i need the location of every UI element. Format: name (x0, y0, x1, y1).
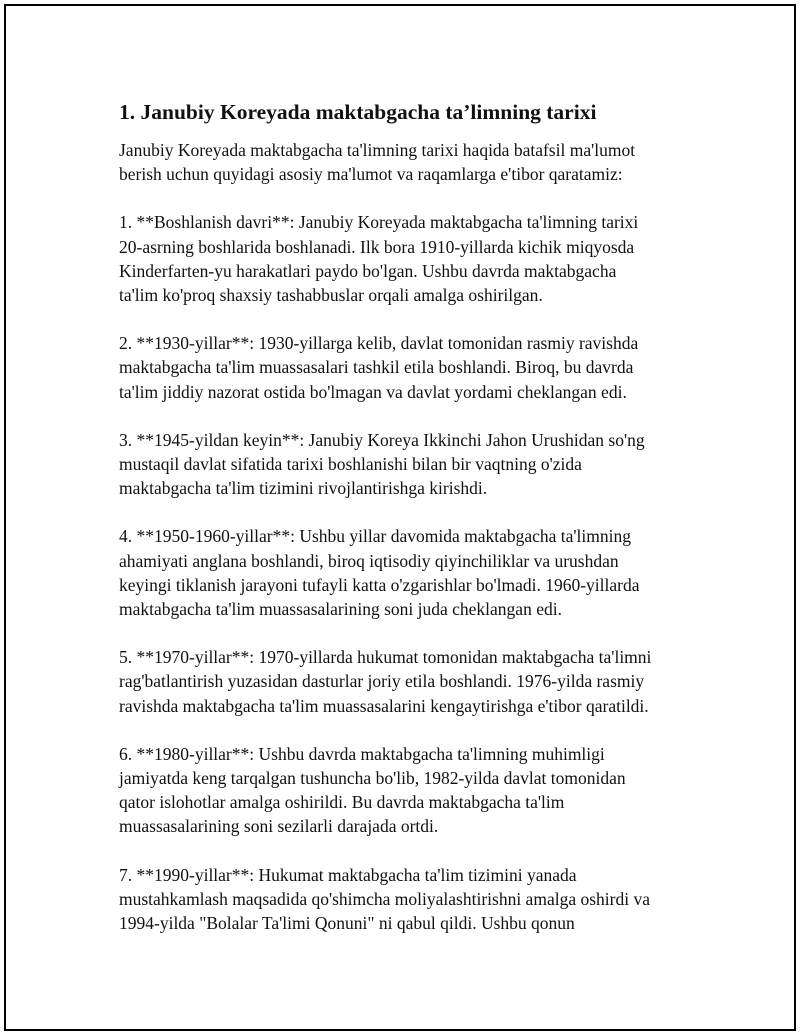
paragraph-line: mustahkamlash maqsadida qo'shimcha moliyalashtirishni amalga oshirdi va (119, 888, 650, 909)
document-body (119, 98, 689, 959)
paragraph-line: 7. **1990-yillar**: Hukumat maktabgacha ta'lim tizimini yanada (119, 864, 577, 885)
paragraph-line: ravishda maktabgacha ta'lim muassasalarini kengaytirishga e'tibor qaratildi. (119, 695, 649, 716)
paragraph-line: 2. **1930-yillar**: 1930-yillarga kelib, davlat tomonidan rasmiy ravishda (119, 333, 639, 354)
paragraph-line: maktabgacha ta'lim muassasalarining soni juda cheklangan edi. (119, 599, 562, 620)
paragraph-item-1 (119, 210, 689, 307)
paragraph-line: 20-asrning boshlarida boshlanadi. Ilk bora 1910-yillarda kichik miqyosda (119, 236, 635, 257)
paragraph-item-5 (119, 645, 689, 718)
paragraph-line: keyingi tiklanish jarayoni tufayli katta o'zgarishlar bo'lmadi. 1960-yillarda (119, 574, 640, 595)
paragraph-line: ta'lim ko'proq shaxsiy tashabbuslar orqali amalga oshirilgan. (119, 285, 543, 306)
paragraph-line: 3. **1945-yildan keyin**: Janubiy Koreya Ikkinchi Jahon Urushidan so'ng (119, 429, 645, 450)
page-title: 1. Janubiy Koreyada maktabgacha taʼlimning tarixi (119, 100, 597, 124)
paragraph-line: 5. **1970-yillar**: 1970-yillarda hukumat tomonidan maktabgacha ta'limni (119, 647, 652, 668)
paragraph-intro (119, 138, 689, 186)
paragraph-line: maktabgacha ta'lim tizimini rivojlantirishga kirishdi. (119, 478, 488, 499)
paragraph-line: jamiyatda keng tarqalgan tushuncha bo'lib, 1982-yilda davlat tomonidan (119, 768, 626, 789)
paragraph-line: muassasalarining soni sezilarli darajada ortdi. (119, 816, 439, 837)
paragraph-line: 1. **Boshlanish davri**: Janubiy Koreyada maktabgacha ta'limning tarixi (119, 212, 639, 233)
paragraph-line: maktabgacha ta'lim muassasalari tashkil etila boshlandi. Biroq, bu davrda (119, 357, 634, 378)
document-page (4, 4, 796, 1031)
paragraph-line: ahamiyati anglana boshlandi, biroq iqtisodiy qiyinchiliklar va urushdan (119, 550, 619, 571)
paragraph-line: Janubiy Koreyada maktabgacha ta'limning tarixi haqida batafsil ma'lumot (119, 140, 636, 160)
paragraph-item-2 (119, 331, 689, 404)
paragraph-item-3 (119, 428, 689, 501)
paragraph-line: 4. **1950-1960-yillar**: Ushbu yillar davomida maktabgacha ta'limning (119, 526, 632, 547)
paragraph-item-4 (119, 524, 689, 621)
paragraph-item-7 (119, 863, 689, 936)
paragraph-line: ta'lim jiddiy nazorat ostida bo'lmagan va davlat yordami cheklangan edi. (119, 381, 627, 402)
paragraph-line: berish uchun quyidagi asosiy ma'lumot va raqamlarga e'tibor qaratamiz: (119, 164, 623, 185)
paragraph-item-6 (119, 742, 689, 839)
paragraph-line: mustaqil davlat sifatida tarixi boshlanishi bilan bir vaqtning o'zida (119, 454, 582, 475)
paragraph-line: rag'batlantirish yuzasidan dasturlar joriy etila boshlandi. 1976-yilda rasmiy (119, 671, 645, 692)
paragraph-line: qator islohotlar amalga oshirildi. Bu davrda maktabgacha ta'lim (119, 792, 565, 813)
paragraph-line: 1994-yilda "Bolalar Ta'limi Qonuni" ni qabul qildi. Ushbu qonun (119, 913, 575, 934)
paragraph-line: 6. **1980-yillar**: Ushbu davrda maktabgacha ta'limning muhimligi (119, 743, 605, 764)
paragraph-line: Kinderfarten-yu harakatlari paydo bo'lgan. Ushbu davrda maktabgacha (119, 260, 617, 281)
